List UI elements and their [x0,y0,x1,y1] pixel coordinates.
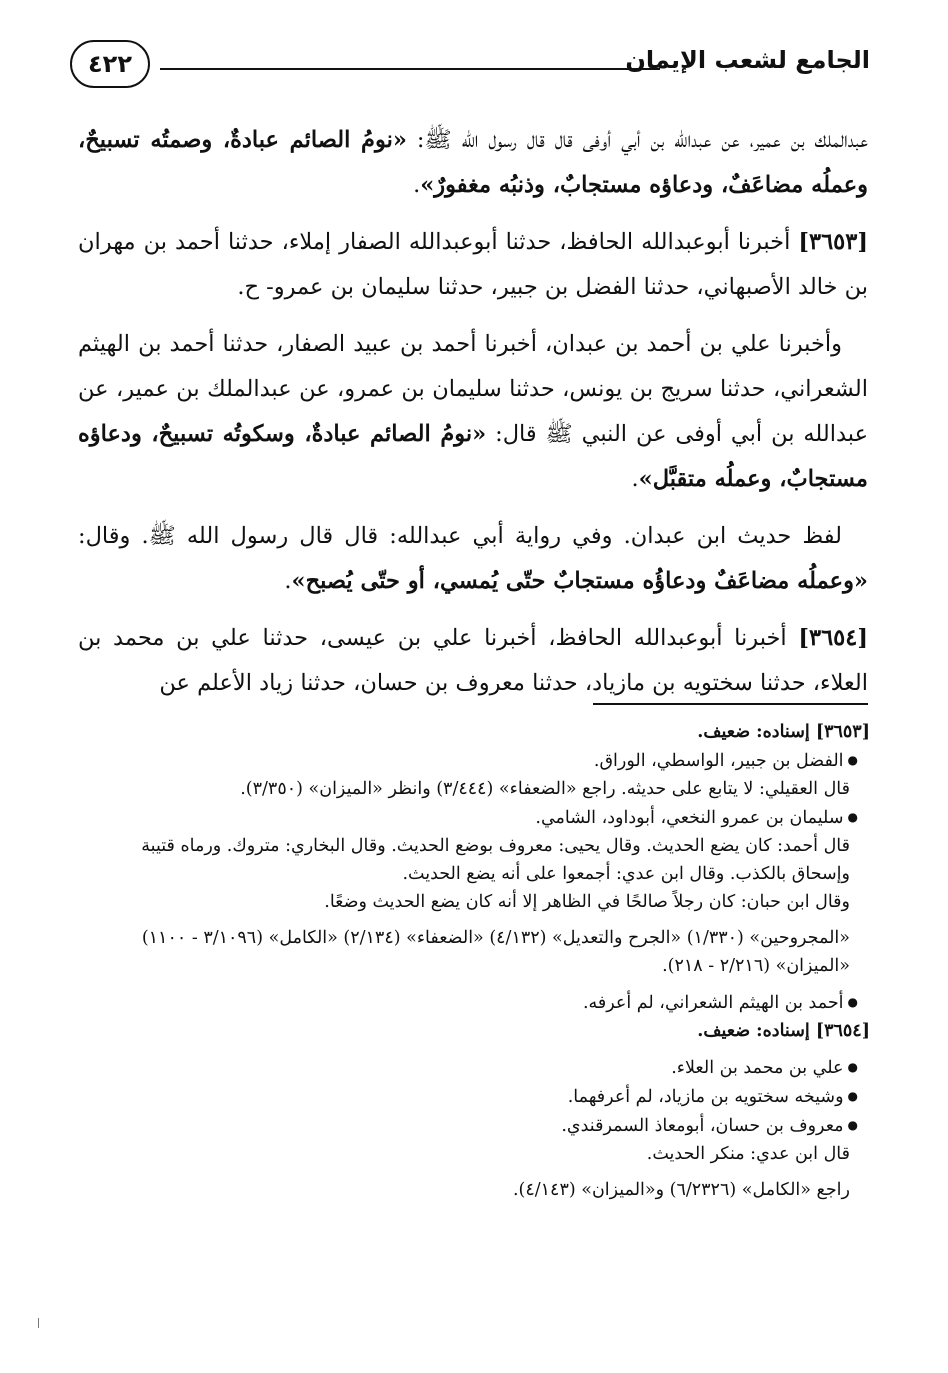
footnote-bullet: ● سليمان بن عمرو النخعي، أبوداود، الشامي. [80,803,870,832]
hadith-number-3654: [٣٦٥٤] [798,625,868,651]
footnote-3654-heading [80,1017,870,1045]
paragraph-1 [78,118,868,208]
footnote-note: قال أحمد: كان يضع الحديث. وقال يحيى: معروف بوضع الحديث. وقال البخاري: متروك. ورماه قتيبة وإسحاق بالكذب. وقال ابن عدي: أجمعوا على أنه يضع الحديث. [141,836,850,884]
p2-text: أخبرنا أبوعبدالله الحافظ، حدثنا أبوعبدالله الصفار إملاء، حدثنا أحمد بن مهران بن خالد الأصبهاني، حدثنا الفضل بن جبير، حدثنا سليمان بن عمرو- ح. [78,229,868,300]
footnote-note: قال العقيلي: لا يتابع على حديثه. راجع «الضعفاء» (٣/٤٤٤) وانظر «الميزان» (٣/٣٥٠). [240,779,850,799]
footnote-note: وقال ابن حبان: كان رجلاً صالحًا في الظاهر إلا أنه كان يضع الحديث وضعًا. [324,892,850,912]
p3-text: وأخبرنا علي بن أحمد بن عبدان، أخبرنا أحمد بن عبيد الصفار، حدثنا أحمد بن الهيثم الشعراني، حدثنا سريج بن يونس، حدثنا سليمان بن عمرو، عن عبدالملك بن عمير، عن عبدالله بن أبي أوفى عن النبي ﷺ قال: [78,331,868,447]
main-text [78,118,868,718]
footnote-3653-heading [80,718,870,746]
p1-text: عبدالملك بن عمير، عن عبدالله بن أبي أوفى قال قال رسول الله ﷺ: [406,127,868,153]
p5-text: أخبرنا أبوعبدالله الحافظ، أخبرنا علي بن عيسى، حدثنا علي بن محمد بن العلاء، حدثنا سختويه بن مازياد، حدثنا معروف بن حسان، حدثنا زياد الأعلم عن [78,625,868,696]
paragraph-2 [78,220,868,310]
p3-hadith-quote: «نومُ الصائم عبادةٌ، وسكوتُه تسبيحٌ، ودعاؤه مستجابٌ، وعملُه متقبَّل» [78,421,868,492]
hadith-number-3653: [٣٦٥٣] [798,229,868,255]
running-title: الجامع لشعب الإيمان [625,46,870,74]
paragraph-4 [78,514,868,604]
footnote-references: «المجروحين» (١/٣٣٠) «الجرح والتعديل» (٤/١٣٢) «الضعفاء» (٢/١٣٤) «الكامل» (٣/١٠٩٦ - ١١٠٠) «الميزان» (٢/٢١٦ - ٢١٨). [141,928,850,976]
p4-text: لفظ حديث ابن عبدان. وفي رواية أبي عبدالله: قال قال رسول الله ﷺ. وقال: [78,523,842,549]
p4-hadith-quote: «وعملُه مضاعَفٌ ودعاؤُه مستجابٌ حتّى يُمسي، أو حتّى يُصبح» [291,568,868,594]
header-rule [160,68,660,70]
footnote-separator [593,703,868,705]
p1-hadith-quote: «نومُ الصائم عبادةٌ، وصمتُه تسبيحٌ، وعملُه مضاعَفٌ، ودعاؤه مستجابٌ، وذنبُه مغفورٌ» [78,127,868,198]
footnote-note: قال ابن عدي: منكر الحديث. [646,1144,850,1164]
footnote-3653-title: [٣٦٥٣] إسناده: ضعيف. [697,722,870,742]
paragraph-5 [78,616,868,706]
footnotes [80,718,870,1204]
p4-end: . [284,568,292,594]
footnote-3654-title: [٣٦٥٤] إسناده: ضعيف. [697,1021,870,1041]
paragraph-3 [78,322,868,502]
margin-mark [38,1318,39,1328]
page-header [70,38,870,94]
footnote-bullet: ● الفضل بن جبير، الواسطي، الوراق. [80,746,870,775]
footnote-bullet: ● علي بن محمد بن العلاء. [80,1053,870,1082]
footnote-bullet: ● أحمد بن الهيثم الشعراني، لم أعرفه. [80,988,870,1017]
footnote-bullet: ● معروف بن حسان، أبومعاذ السمرقندي. [80,1111,870,1140]
p3-end: . [631,466,639,492]
footnote-references: راجع «الكامل» (٦/٢٣٢٦) و«الميزان» (٤/١٤٣). [512,1180,850,1200]
p1-end: . [413,172,421,198]
footnote-bullet: ● وشيخه سختويه بن مازياد، لم أعرفهما. [80,1082,870,1111]
page-number: ٤٢٢ [70,40,150,88]
